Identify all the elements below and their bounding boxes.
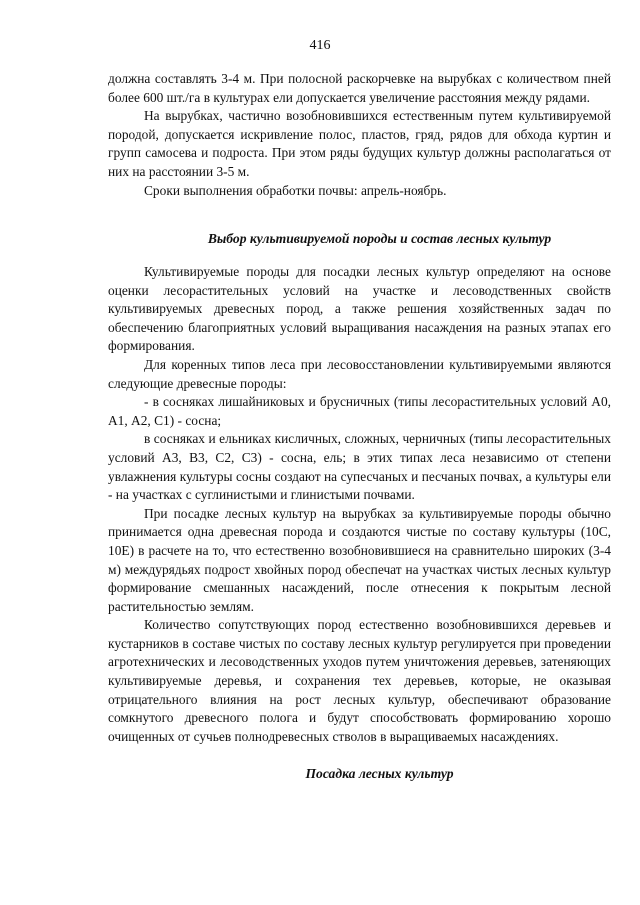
section-heading: Посадка лесных культур	[305, 766, 454, 781]
list-item: в сосняках и ельниках кисличных, сложных, черничных (типы лесорастительных условий А3, В3, С2, С3) - сосна, ель; в этих типах леса независимо от степени увлажнения культуры сосны создают на супесчаных и песчаных почвах, а культуры ели - на участках с суглинистыми и глинистыми почвами.	[108, 431, 611, 503]
paragraph: Сроки выполнения обработки почвы: апрель-ноябрь.	[144, 182, 447, 198]
list-item: - в сосняках лишайниковых и брусничных (типы лесорастительных условий А0, А1, А2, С1) - сосна;	[108, 394, 611, 428]
section-heading-species-selection	[108, 231, 611, 247]
paragraph: Количество сопутствующих пород естественно возобновившихся деревьев и кустарников в составе чистых по составу лесных культур регулируется при проведении агротехнических и лесоводственных уходов путем уничтожения деревьев, затеняющих культивируемые деревья, и сохранения тех деревьев, которые, не оказывая отрицательного влияния на рост лесных культур, обеспечивают образование сомкнутого древесного полога и будут способствовать формированию хорошо очищенных от сучьев полнодревесных стволов в выращиваемых насаждениях.	[108, 617, 611, 744]
text-block-soil-preparation	[108, 70, 611, 200]
paragraph: Для коренных типов леса при лесовосстановлении культивируемыми являются следующие древесные породы:	[108, 356, 611, 391]
paragraph: должна составлять 3-4 м. При полосной раскорчевке на вырубках с количеством пней более 600 шт./га в культурах ели допускается увеличение расстояния между рядами.	[108, 71, 611, 105]
paragraph: При посадке лесных культур на вырубках за культивируемые породы обычно принимается одна древесная порода и создаются чистые по составу культуры (10С, 10Е) в расчете на то, что естественно возобновившиеся на сравнительно широких (3-4 м) междурядьях подрост хвойных пород обеспечат на участках чистых лесных культур формирование смешанных насаждений, после отнесения к покрытым лесной растительностью землям.	[108, 505, 611, 614]
text-block-species-selection	[108, 263, 611, 746]
page-number: 416	[309, 38, 331, 53]
section-heading-planting	[108, 766, 611, 782]
paragraph: На вырубках, частично возобновившихся естественным путем культивируемой породой, допускается искривление полос, пластов, гряд, рядов для обхода куртин и групп самосева и подроста. При этом ряды будущих культур должны располагаться от них на расстоянии 3-5 м.	[108, 108, 611, 179]
paragraph: Культивируемые породы для посадки лесных культур определяют на основе оценки лесорастительных условий на участке и лесоводственных свойств культивируемых древесных пород, а также решения хозяйственных задач по обеспечению благоприятных условий выращивания насаждения на разных этапах его формирования.	[108, 264, 611, 354]
section-heading: Выбор культивируемой породы и состав лесных культур	[207, 231, 552, 246]
